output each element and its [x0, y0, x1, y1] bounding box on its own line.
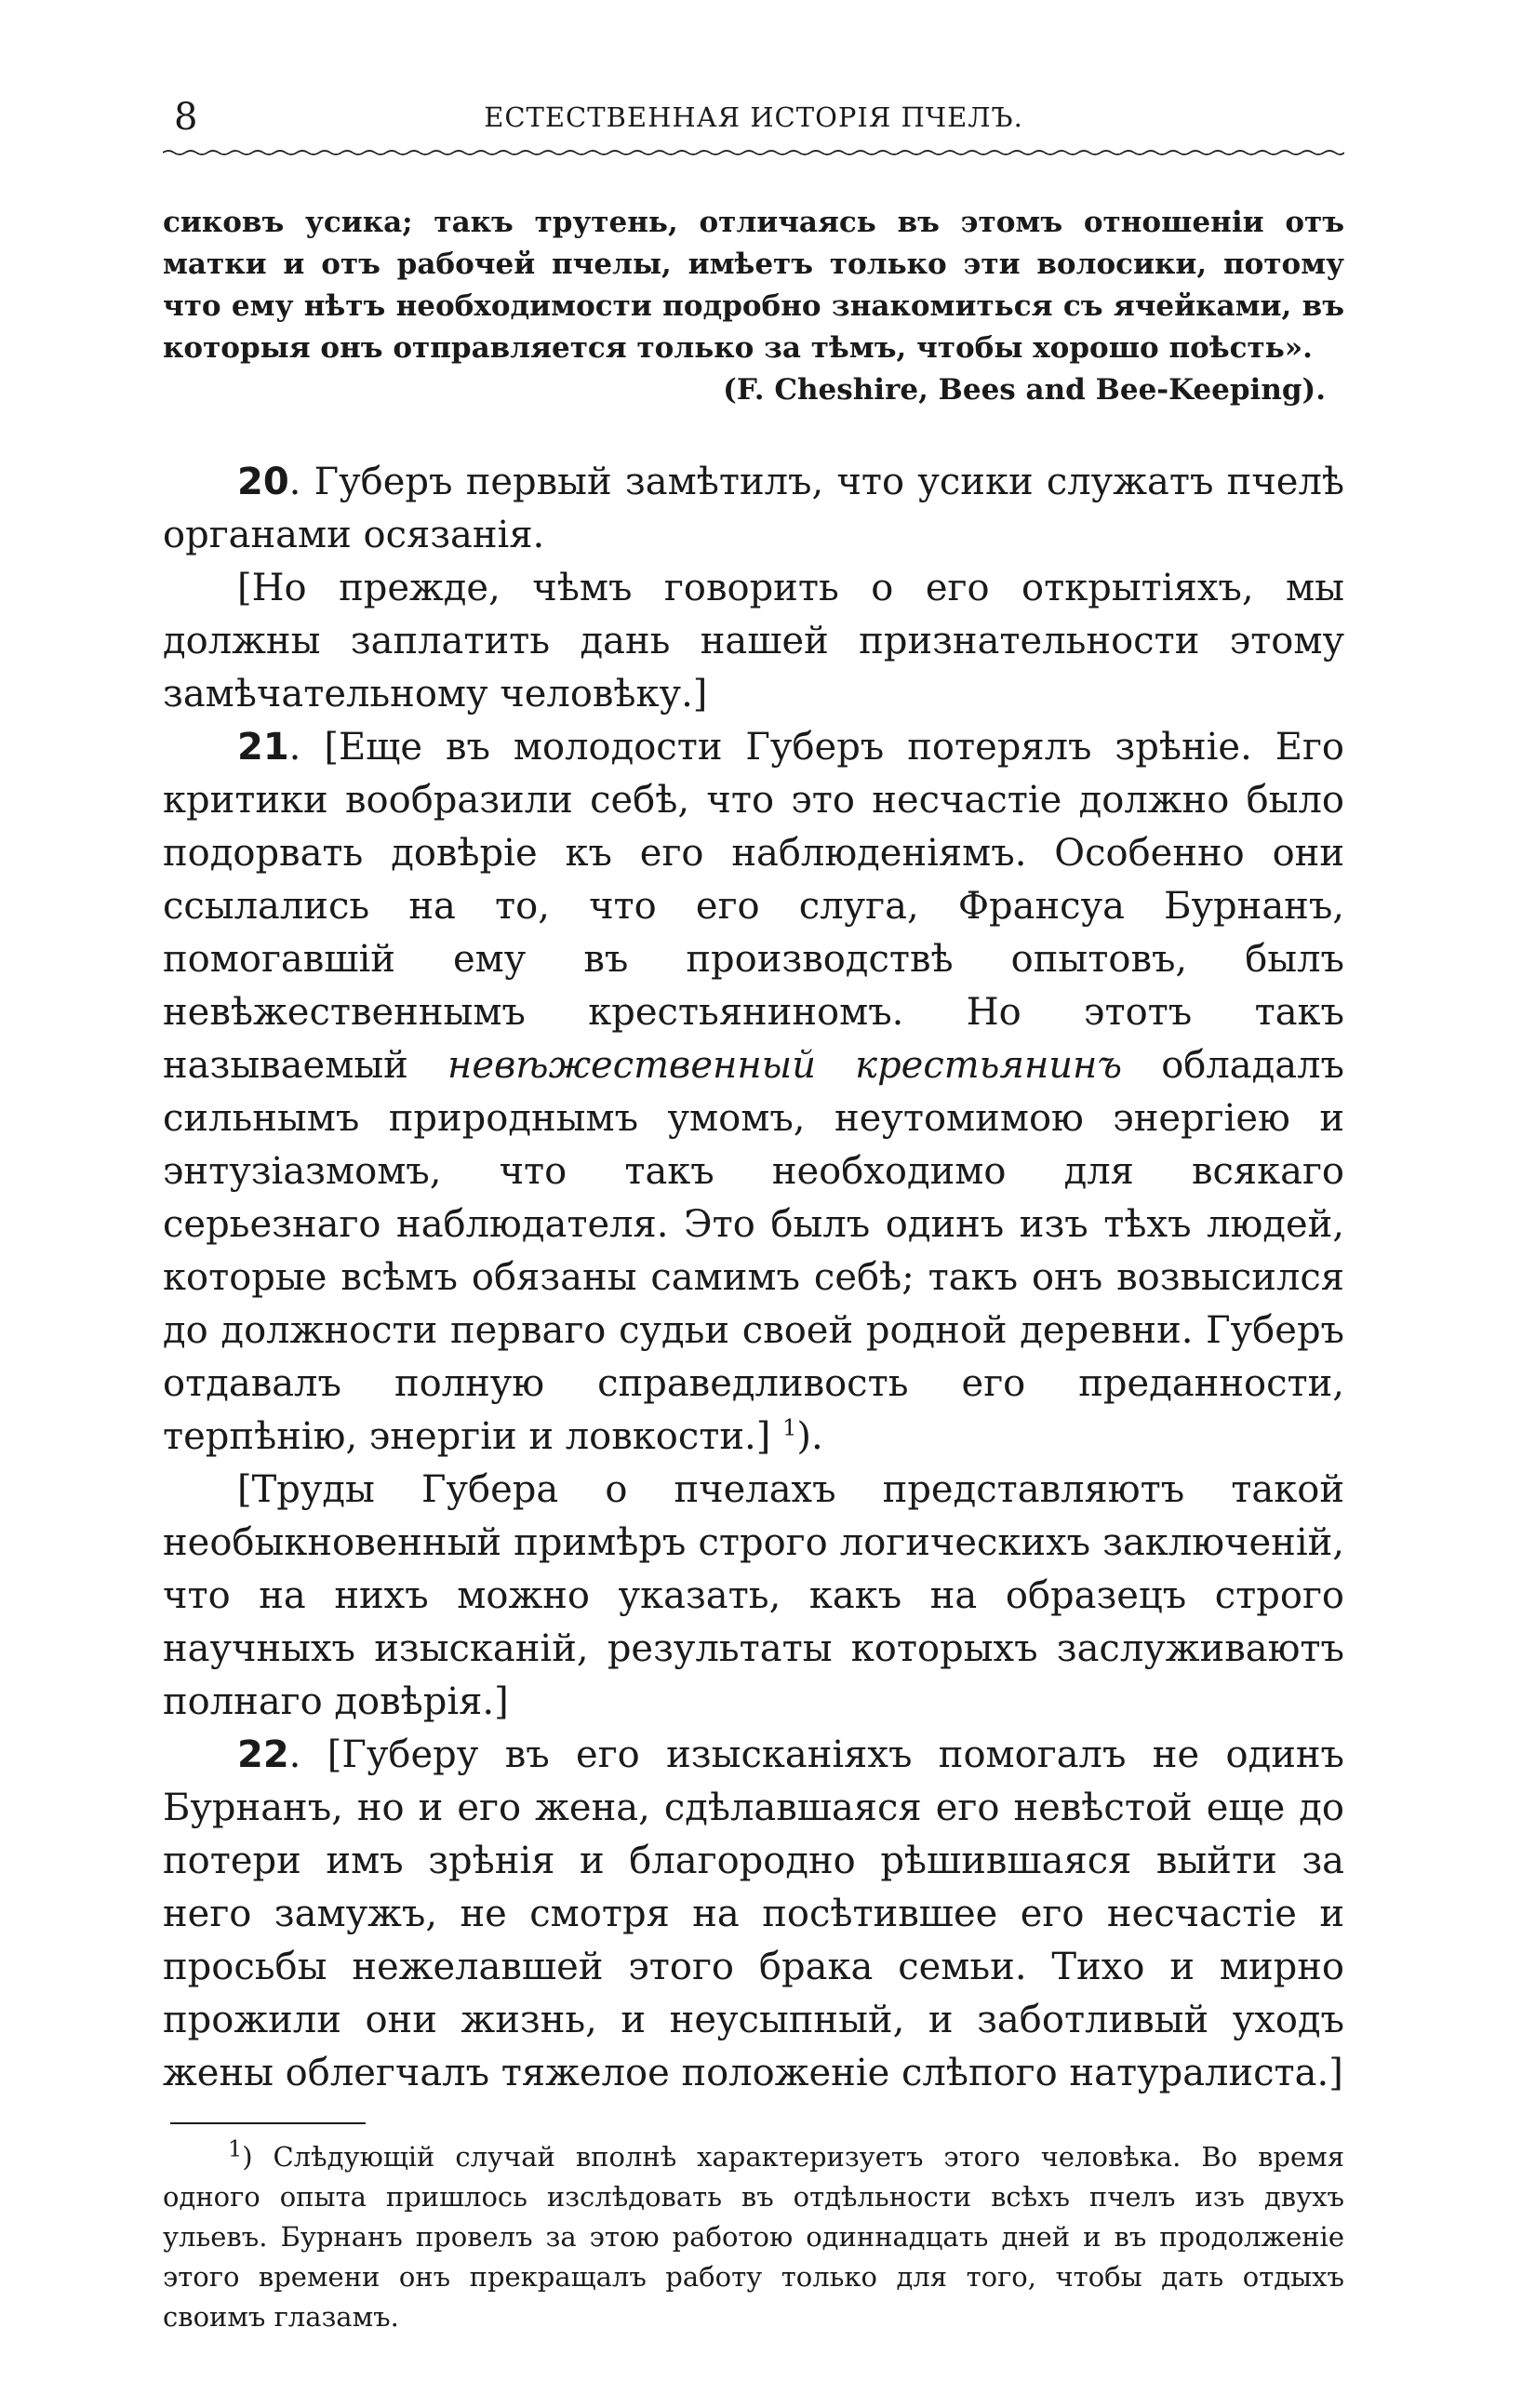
paragraph-number: 22: [237, 1733, 289, 1776]
paragraph-21: [163, 721, 1344, 1464]
running-title: ЕСТЕСТВЕННАЯ ИСТОРІЯ ПЧЕЛЪ.: [484, 101, 1023, 133]
paragraph-21-continued: [163, 1464, 1344, 1729]
paragraph-text: ).: [796, 1415, 823, 1458]
paragraph-20-continued: [163, 562, 1344, 721]
paragraph-number: 20: [237, 461, 289, 503]
footnote-reference[interactable]: 1: [782, 1414, 797, 1441]
paragraph-text: [Но прежде, чѣмъ говорить о его открытіяхъ, мы должны заплатить дань нашей признательности этому замѣчательному человѣку.]: [163, 567, 1344, 716]
book-page: [163, 88, 1344, 2337]
paragraph-22: [163, 1729, 1344, 2100]
wavy-rule-ornament: [163, 144, 1344, 161]
paragraph-number: 21: [237, 726, 289, 769]
quote-block: [163, 202, 1344, 411]
paragraph-text: [Труды Губера о пчелахъ представляютъ такой необыкновенный примѣръ строго логическихъ заключеній, что на нихъ можно указать, какъ на образецъ строго научныхъ изысканій, результаты которыхъ заслуживаютъ полнаго довѣрія.]: [163, 1468, 1344, 1723]
footnote-divider: [170, 2122, 366, 2124]
main-text: [163, 456, 1344, 2100]
quote-text: сиковъ усика; такъ трутень, отличаясь въ этомъ отношеніи отъ матки и отъ рабочей пчелы, имѣетъ только эти волосики, потому что ему нѣтъ необходимости подробно знакомиться съ ячейками, въ которыя онъ отправляется только за тѣмъ, чтобы хорошо поѣсть».: [163, 206, 1344, 365]
paragraph-20: [163, 456, 1344, 562]
page-number: 8: [174, 96, 198, 139]
paragraph-text: . Губеръ первый замѣтилъ, что усики служатъ пчелѣ органами осязанія.: [163, 461, 1344, 556]
footnote-text: ) Слѣдующій случай вполнѣ характеризуетъ этого человѣка. Во время одного опыта пришлось изслѣдовать въ отдѣльности всѣхъ пчелъ изъ двухъ ульевъ. Бурнанъ провелъ за этою работою одиннадцать дней и въ продолженіе этого времени онъ прекращалъ работу только для того, чтобы дать отдыхъ своимъ глазамъ.: [163, 2141, 1344, 2333]
footnote: [163, 2137, 1344, 2337]
paragraph-text: обладалъ сильнымъ природнымъ умомъ, неутомимою энергіею и энтузіазмомъ, что такъ необходимо для всякаго серьезнаго наблюдателя. Это былъ одинъ изъ тѣхъ людей, которые всѣмъ обязаны самимъ себѣ; такъ онъ возвысился до должности перваго судьи своей родной деревни. Губеръ отдавалъ полную справедливость его преданности, терпѣнію, энергіи и ловкости.]: [163, 1044, 1344, 1458]
italic-phrase: невѣжественный крестьянинъ: [447, 1044, 1123, 1087]
paragraph-text: . [Губеру въ его изысканіяхъ помогалъ не одинъ Бурнанъ, но и его жена, сдѣлавшаяся его невѣстой еще до потери имъ зрѣнія и благородно рѣшившаяся выйти за него замужъ, не смотря на посѣтившее его несчастіе и просьбы нежелавшей этого брака семьи. Тихо и мирно прожили они жизнь, и неусыпный, и заботливый уходъ жены облегчалъ тяжелое положеніе слѣпого натуралиста.]: [163, 1733, 1344, 2094]
footnote-marker: 1: [228, 2135, 243, 2162]
paragraph-text: . [Еще въ молодости Губеръ потерялъ зрѣніе. Его критики вообразили себѣ, что это несчастіе должно было подорвать довѣріе къ его наблюденіямъ. Особенно они ссылались на то, что его слуга, Франсуа Бурнанъ, помогавшій ему въ производствѣ опытовъ, былъ невѣжественнымъ крестьяниномъ. Но этотъ такъ называемый: [163, 726, 1344, 1087]
quote-source: (F. Cheshire, Bees and Bee-Keeping).: [723, 373, 1326, 407]
page-header: [163, 88, 1344, 144]
